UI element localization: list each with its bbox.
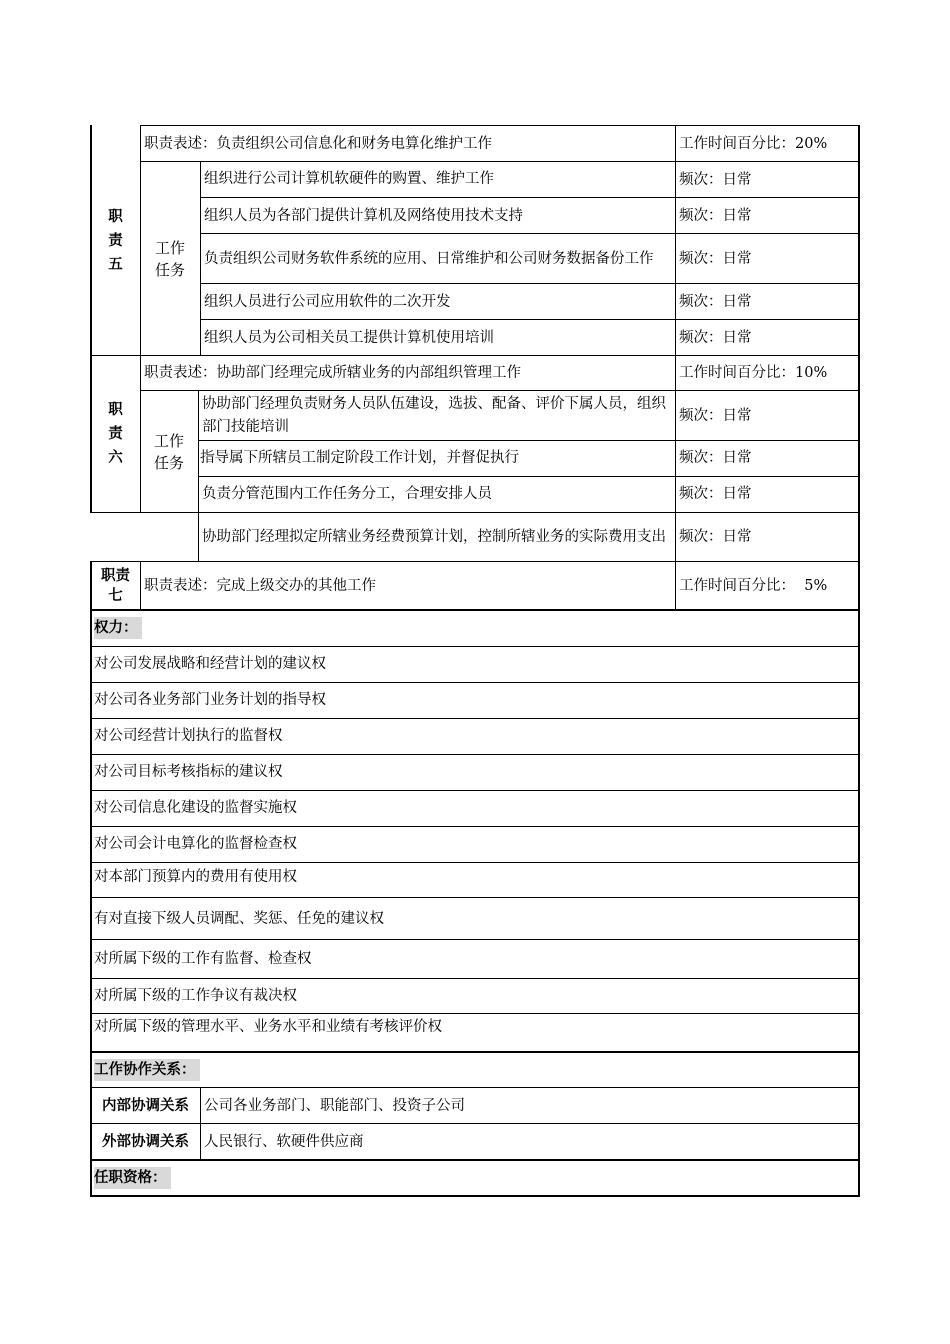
grid-line (200, 319, 859, 320)
duty6-task: 协助部门经理负责财务人员队伍建设，选拔、配备、评价下属人员，组织部门技能培训 (202, 395, 666, 435)
powers-title (91, 610, 859, 646)
power-item: 对公司会计电算化的监督检查权 (94, 836, 297, 852)
duty5-task: 负责组织公司财务软件系统的应用、日常维护和公司财务数据备份工作 (204, 251, 654, 267)
internal-relations-label: 内部协调关系 (102, 1098, 189, 1114)
grid-line (91, 1013, 859, 1014)
grid-line (91, 862, 859, 863)
power-item: 对公司发展战略和经营计划的建议权 (94, 656, 326, 672)
duty6-task-frequency: 频次：日常 (679, 407, 752, 424)
grid-line (91, 1051, 860, 1053)
grid-line (140, 125, 859, 126)
duty5-task-frequency: 频次：日常 (679, 251, 752, 267)
power-item: 对公司各业务部门业务计划的指导权 (94, 692, 326, 708)
internal-relations-value: 公司各业务部门、职能部门、投资子公司 (204, 1098, 465, 1114)
power-item: 对公司经营计划执行的监督权 (94, 728, 283, 744)
duty5-task-frequency: 频次：日常 (679, 172, 752, 188)
power-item: 对所属下级的工作争议有裁决权 (94, 988, 297, 1004)
grid-line (91, 561, 859, 562)
duty5-task-frequency: 频次：日常 (679, 208, 752, 224)
duty6-description: 职责表述：协助部门经理完成所辖业务的内部组织管理工作 (144, 365, 521, 381)
grid-line (91, 1195, 860, 1197)
grid-line (140, 125, 141, 512)
power-item: 对本部门预算内的费用有使用权 (94, 869, 297, 885)
power-item: 有对直接下级人员调配、奖惩、任免的建议权 (94, 911, 384, 927)
qualifications-title-text: 任职资格： (94, 1167, 171, 1189)
duty5-label: 职 责 五 (108, 208, 123, 273)
power-item: 对公司目标考核指标的建议权 (94, 764, 283, 780)
duty5-description: 职责表述：负责组织公司信息化和财务电算化维护工作 (144, 136, 492, 152)
grid-line (91, 897, 859, 898)
duty5-task: 组织人员为公司相关员工提供计算机使用培训 (204, 329, 494, 346)
duty6-task: 负责分管范围内工作任务分工，合理安排人员 (202, 486, 492, 502)
grid-line (200, 233, 859, 234)
grid-line (91, 790, 859, 791)
grid-line (200, 1087, 201, 1159)
grid-line (91, 1087, 859, 1088)
duty6-task-frequency: 频次：日常 (679, 529, 752, 545)
grid-line (198, 476, 859, 477)
grid-line (91, 754, 859, 755)
external-relations-value: 人民银行、软硬件供应商 (204, 1134, 364, 1150)
duty5-task: 组织人员为各部门提供计算机及网络使用技术支持 (204, 208, 523, 224)
grid-line (200, 283, 859, 284)
duty5-time-percent: 工作时间百分比：20% (679, 136, 828, 152)
grid-line (91, 978, 859, 979)
duty6-task-frequency: 频次：日常 (679, 450, 752, 466)
duty5-task: 组织进行公司计算机软硬件的购置、维护工作 (204, 171, 494, 187)
grid-line (200, 161, 201, 355)
grid-line (90, 561, 92, 1197)
grid-line (91, 512, 859, 513)
grid-line (675, 125, 676, 610)
relations-title-text: 工作协作关系： (94, 1059, 200, 1081)
grid-line (91, 646, 859, 647)
duty5-task: 组织人员进行公司应用软件的二次开发 (204, 294, 451, 310)
grid-line (140, 561, 141, 610)
duty6-time-percent: 工作时间百分比：10% (679, 365, 828, 381)
duty7-time-percent: 工作时间百分比： 5% (679, 578, 828, 594)
grid-line (140, 390, 859, 391)
power-item: 对所属下级的工作有监督、检查权 (94, 951, 312, 967)
grid-line (90, 125, 92, 513)
duty6-label: 职 责 六 (108, 401, 123, 466)
powers-title-text: 权力： (94, 617, 142, 639)
power-item: 对所属下级的管理水平、业务水平和业绩有考核评价权 (94, 1019, 442, 1035)
grid-line (200, 197, 859, 198)
relations-title (91, 1052, 859, 1088)
grid-line (140, 161, 859, 162)
grid-line (91, 939, 859, 940)
power-item: 对公司信息化建设的监督实施权 (94, 800, 297, 816)
duty6-task: 协助部门经理拟定所辖业务经费预算计划，控制所辖业务的实际费用支出 (202, 528, 666, 545)
grid-line (198, 440, 859, 441)
duty5-task-frequency: 频次：日常 (679, 294, 752, 310)
external-relations-label: 外部协调关系 (102, 1134, 189, 1150)
grid-line (91, 1123, 859, 1124)
duty6-task-frequency: 频次：日常 (679, 486, 752, 502)
grid-line (91, 1159, 860, 1161)
qualifications-title (91, 1160, 859, 1196)
duty5-tasks-label: 工作 任务 (154, 238, 185, 279)
duty6-task: 指导属下所辖员工制定阶段工作计划，并督促执行 (200, 450, 519, 466)
grid-line (91, 826, 859, 827)
duty6-tasks-label: 工作 任务 (153, 431, 184, 472)
grid-line (91, 609, 860, 611)
grid-line (858, 125, 860, 1197)
duty7-label: 职责 七 (101, 568, 130, 604)
grid-line (91, 682, 859, 683)
duty7-description: 职责表述：完成上级交办的其他工作 (144, 578, 376, 594)
grid-line (198, 390, 199, 562)
duty5-task-frequency: 频次：日常 (679, 329, 752, 346)
grid-line (91, 718, 859, 719)
grid-line (91, 355, 859, 356)
